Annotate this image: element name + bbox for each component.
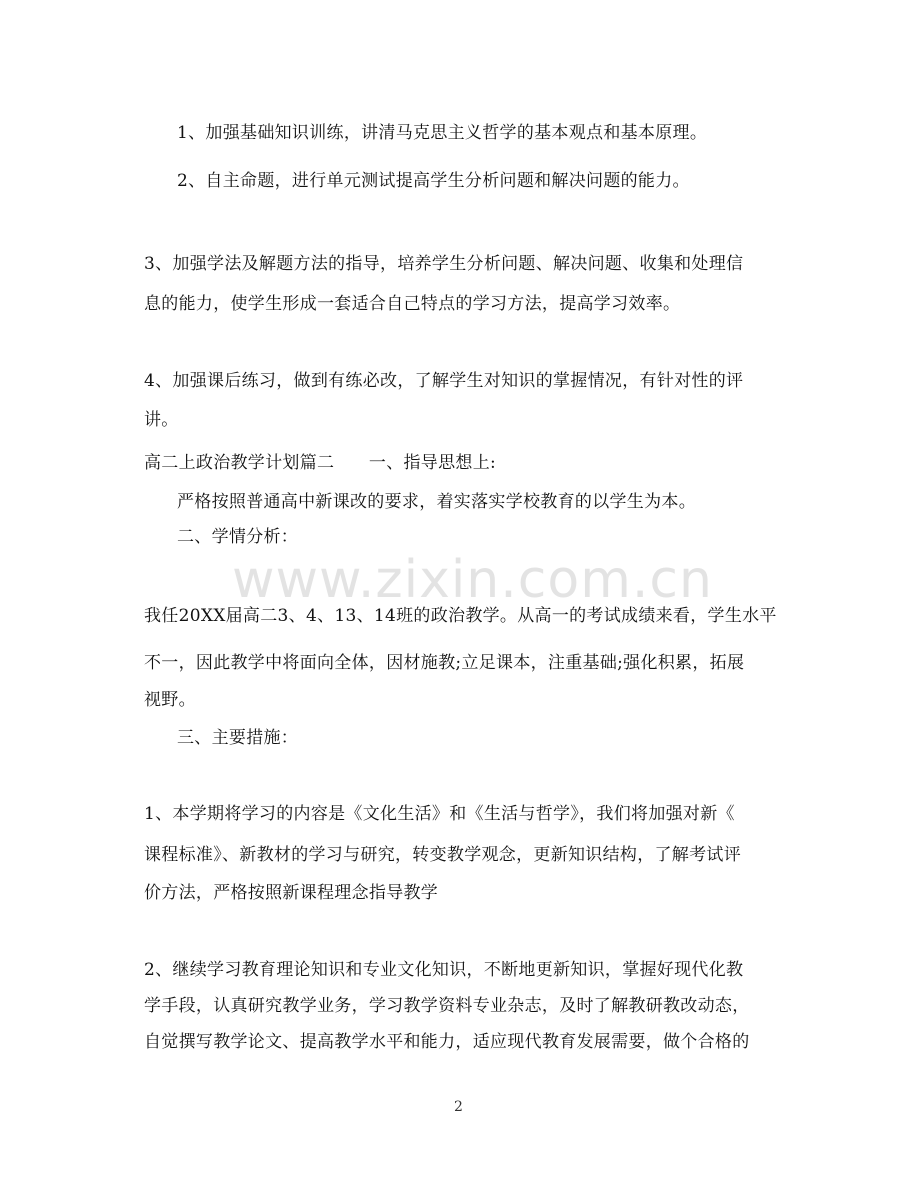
text-line: 讲。 [144, 410, 179, 430]
text-line: 不一，因此教学中将面向全体，因材施教;立足课本，注重基础;强化积累，拓展 [144, 653, 745, 673]
text-line: 课程标准》、新教材的学习与研究，转变教学观念，更新知识结构，了解考试评 [144, 845, 741, 865]
text-line: 我任20XX届高二3、4、13、14班的政治教学。从高一的考试成绩来看，学生水平 [144, 606, 777, 626]
text-line: 严格按照普通高中新课改的要求，着实落实学校教育的以学生为本。 [177, 492, 696, 512]
text-line: 息的能力，使学生形成一套适合自己特点的学习方法，提高学习效率。 [144, 294, 681, 314]
section-heading: 二、学情分析： [177, 527, 299, 547]
text-line: 1、本学期将学习的内容是《文化生活》和《生活与哲学》，我们将加强对新《 [144, 804, 735, 824]
text-line: 4、加强课后练习，做到有练必改，了解学生对知识的掌握情况，有针对性的评 [144, 371, 744, 391]
section-heading: 高二上政治教学计划篇二 一、指导思想上: [144, 453, 497, 473]
text-line: 价方法，严格按照新课程理念指导教学 [144, 883, 439, 903]
text-line: 1、加强基础知识训练，讲清马克思主义哲学的基本观点和基本原理。 [177, 123, 708, 143]
page-number: 2 [454, 1099, 463, 1115]
text-line: 3、加强学法及解题方法的指导，培养学生分析问题、解决问题、收集和处理信 [144, 254, 744, 274]
text-line: 视野。 [144, 690, 196, 710]
text-line: 自觉撰写教学论文、提高教学水平和能力，适应现代教育发展需要，做个合格的 [144, 1032, 750, 1052]
watermark: www.zixin.com.cn [232, 550, 713, 610]
text-line: 2、自主命题，进行单元测试提高学生分析问题和解决问题的能力。 [177, 171, 690, 191]
text-line: 学手段，认真研究教学业务，学习教学资料专业杂志，及时了解教研教改动态， [144, 996, 750, 1016]
section-heading: 三、主要措施： [177, 728, 299, 748]
text-line: 2、继续学习教育理论知识和专业文化知识，不断地更新知识，掌握好现代化教 [144, 960, 744, 980]
